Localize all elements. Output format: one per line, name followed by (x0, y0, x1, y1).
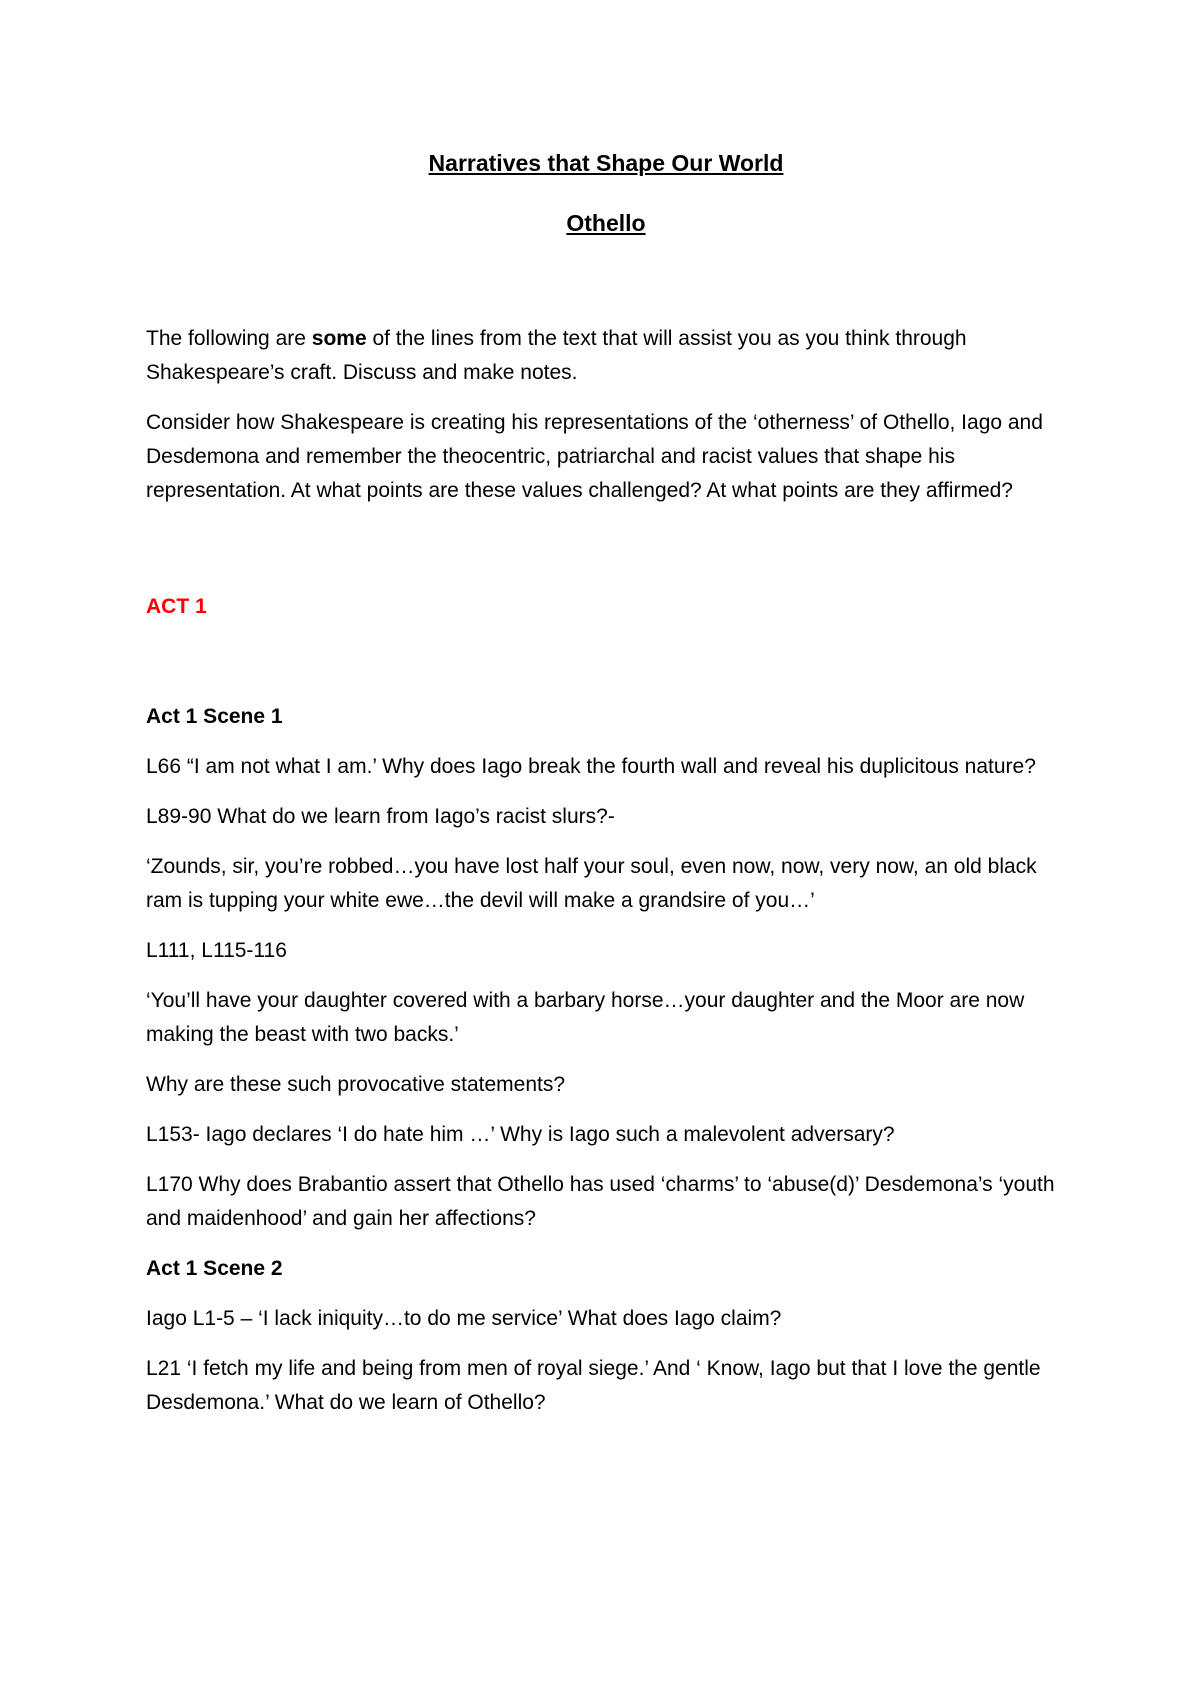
scene-1-heading: Act 1 Scene 1 (146, 705, 283, 728)
intro-text-after: of the lines from the text that will assist you as you think through Shakespeare’s craft. Discuss and make notes. (146, 327, 967, 384)
document-subtitle: Othello (566, 210, 646, 236)
scene-1-quote: ‘You’ll have your daughter covered with a barbary horse…your daughter and the Moor are now making the beast with two backs.’ (146, 989, 1025, 1046)
scene-2-heading: Act 1 Scene 2 (146, 1257, 283, 1280)
scene-1-line: L89-90 What do we learn from Iago’s racist slurs?- (146, 805, 615, 828)
scene-1-line: L170 Why does Brabantio assert that Othello has used ‘charms’ to ‘abuse(d)’ Desdemona’s ‘youth and maidenhood’ and gain her affections? (146, 1173, 1055, 1230)
scene-1-line: L66 “I am not what I am.’ Why does Iago break the fourth wall and reveal his duplicitous nature? (146, 755, 1036, 778)
scene-2-line: Iago L1-5 – ‘I lack iniquity…to do me service’ What does Iago claim? (146, 1307, 782, 1330)
scene-1-quote: ‘Zounds, sir, you’re robbed…you have lost half your soul, even now, now, very now, an old black ram is tupping your white ewe…the devil will make a grandsire of you…’ (146, 855, 1037, 912)
document-content (146, 146, 1066, 1420)
scene-2-line: L21 ‘I fetch my life and being from men of royal siege.’ And ‘ Know, Iago but that I love the gentle Desdemona.’ What do we learn of Othello? (146, 1357, 1041, 1414)
act-heading: ACT 1 (146, 595, 207, 618)
intro-emphasis: some (311, 327, 367, 350)
document-title: Narratives that Shape Our World (428, 150, 784, 176)
intro-paragraph-1 (146, 322, 1066, 390)
intro-paragraph-2: Consider how Shakespeare is creating his representations of the ‘otherness’ of Othello, Iago and Desdemona and remember the theocentric, patriarchal and racist values that shape his representation. At what points are these values challenged? At what points are they affirmed? (146, 411, 1043, 502)
intro-text-before: The following are (146, 327, 312, 350)
scene-1-line: L153- Iago declares ‘I do hate him …’ Why is Iago such a malevolent adversary? (146, 1123, 895, 1146)
scene-1-line: Why are these such provocative statements? (146, 1073, 566, 1096)
scene-1-line: L111, L115-116 (146, 939, 287, 962)
